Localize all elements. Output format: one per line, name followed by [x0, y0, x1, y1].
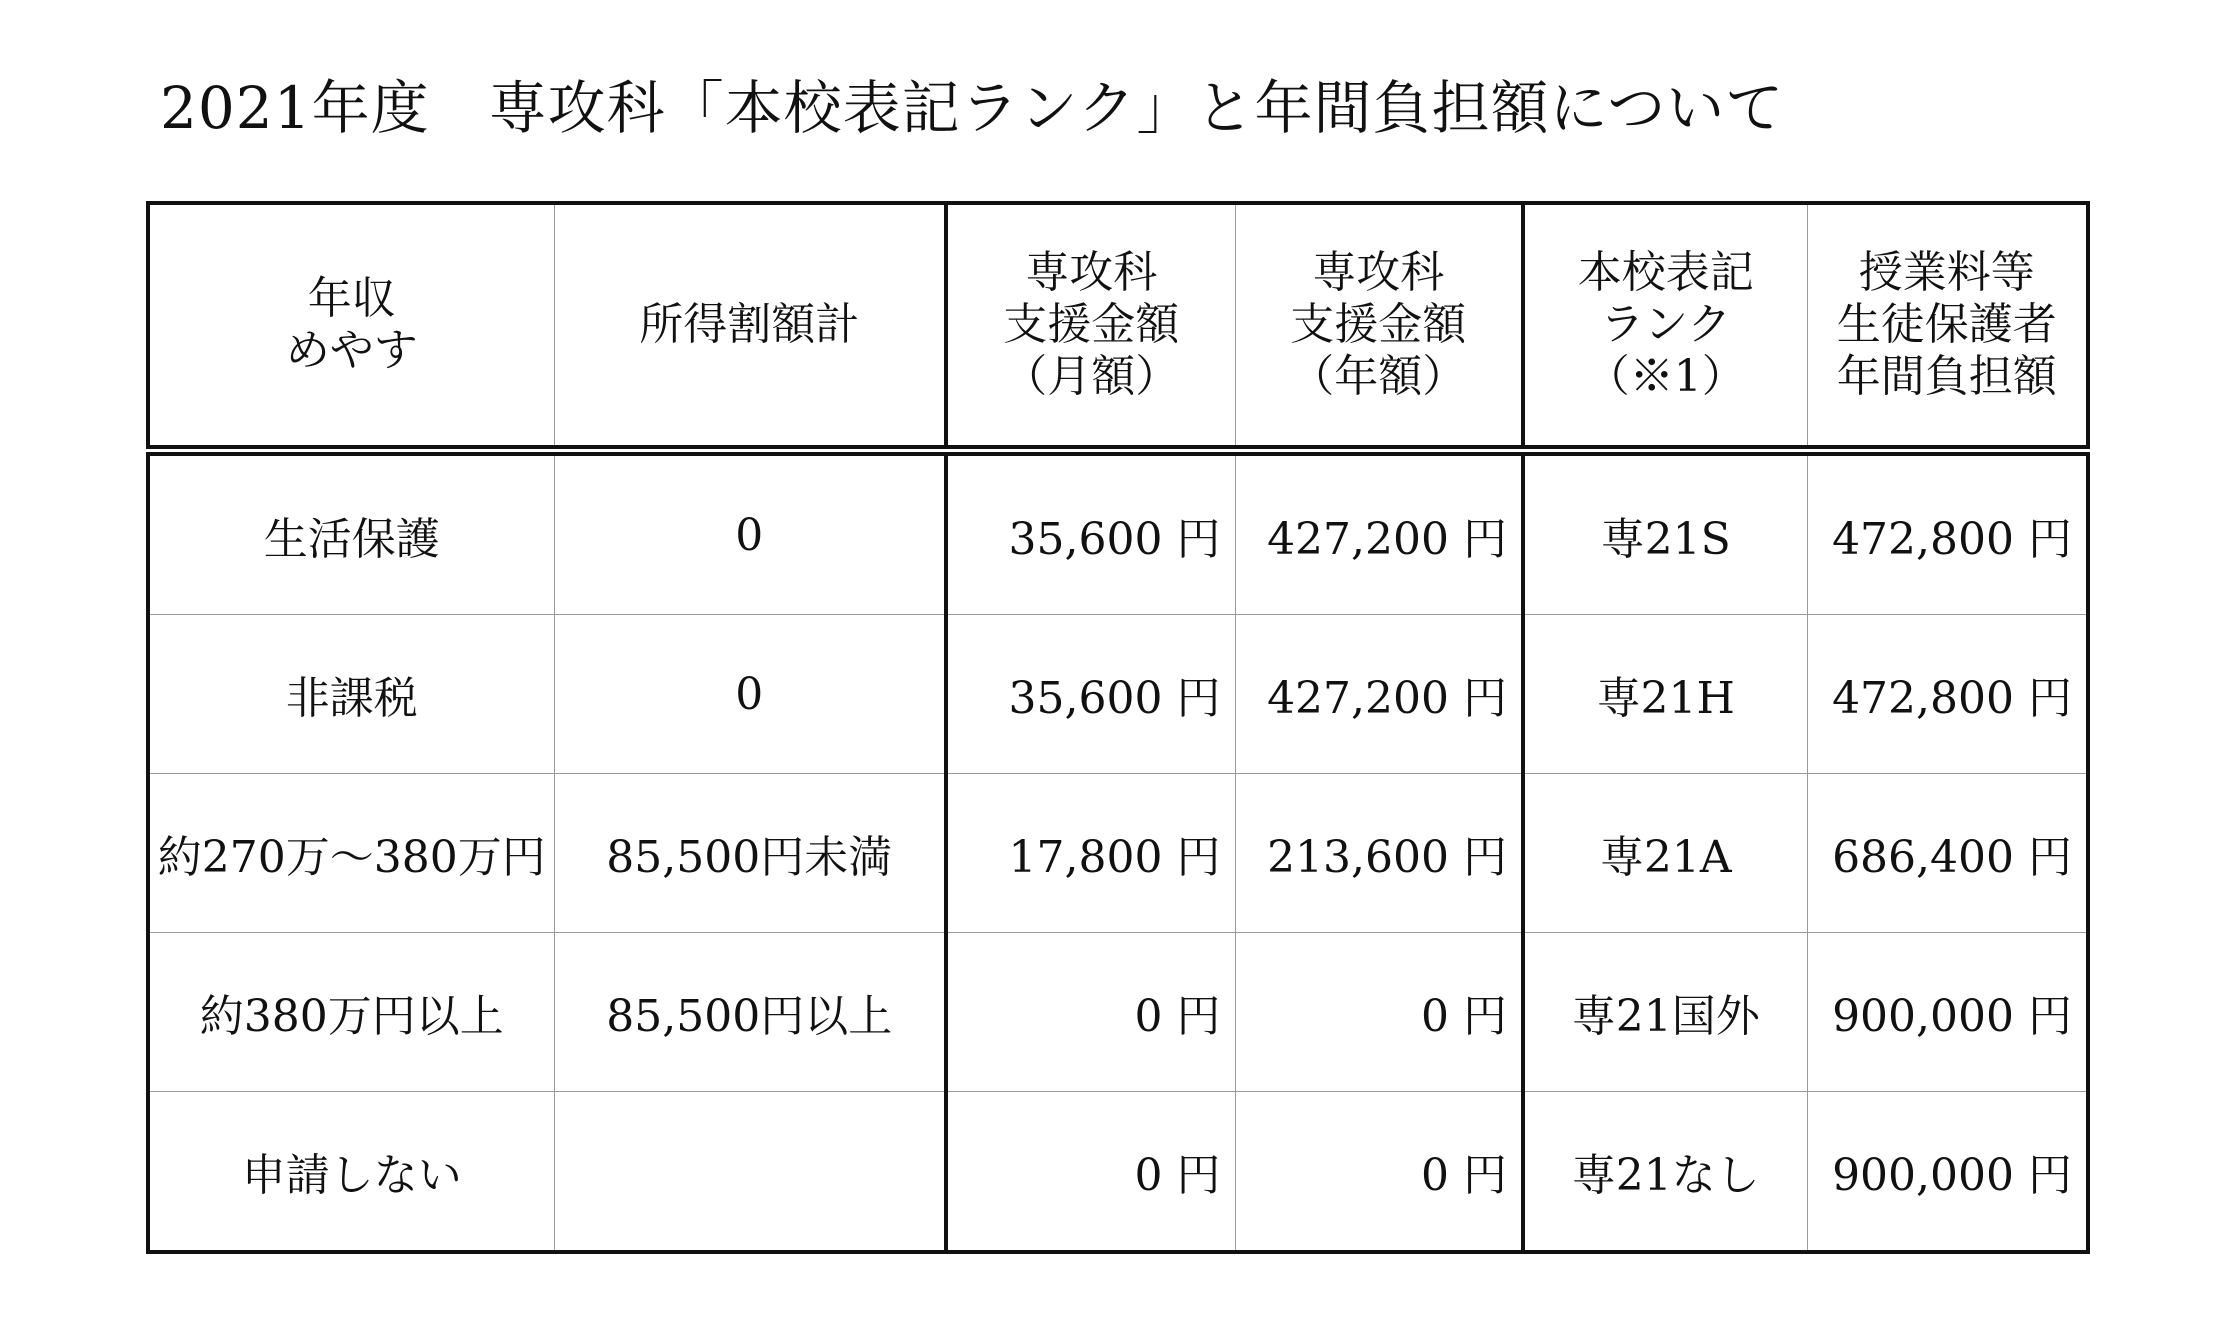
- cell-support-monthly: 0 円: [946, 933, 1235, 1092]
- header-income-tax: [554, 203, 946, 451]
- cell-annual-burden: 472,800 円: [1807, 451, 2088, 615]
- header-support-yearly-line: 支援金額: [1290, 299, 1467, 350]
- header-support-monthly-line: 支援金額: [1003, 299, 1180, 350]
- table-row: [148, 933, 2088, 1092]
- cell-income: 約380万円以上: [148, 933, 554, 1092]
- header-support-yearly-line: 専攻科: [1312, 247, 1445, 298]
- header-rank-line: （※1）: [1585, 351, 1746, 402]
- cell-income-tax: 85,500円以上: [554, 933, 946, 1092]
- cell-support-yearly: 427,200 円: [1235, 451, 1523, 615]
- table-row: [148, 1092, 2088, 1253]
- cell-annual-burden: 900,000 円: [1807, 933, 2088, 1092]
- header-rank: [1523, 203, 1807, 451]
- cell-rank: 専21国外: [1523, 933, 1807, 1092]
- table-row: [148, 774, 2088, 933]
- table-row: [148, 451, 2088, 615]
- cell-support-monthly: 17,800 円: [946, 774, 1235, 933]
- cell-support-monthly: 35,600 円: [946, 615, 1235, 774]
- cell-income: 約270万～380万円: [148, 774, 554, 933]
- header-support-monthly-line: 専攻科: [1025, 247, 1158, 298]
- header-annual-burden-line: 生徒保護者: [1836, 299, 2057, 350]
- cell-income-tax: [554, 1092, 946, 1253]
- header-support-yearly-line: （年額）: [1290, 351, 1467, 402]
- header-rank-line: ランク: [1600, 299, 1732, 350]
- cell-annual-burden: 686,400 円: [1807, 774, 2088, 933]
- cell-support-monthly: 0 円: [946, 1092, 1235, 1253]
- table-row: [148, 615, 2088, 774]
- cell-annual-burden: 900,000 円: [1807, 1092, 2088, 1253]
- cell-income: 申請しない: [148, 1092, 554, 1253]
- header-income-line: めやす: [285, 325, 418, 376]
- header-support-monthly: [946, 203, 1235, 451]
- header-rank-line: 本校表記: [1577, 247, 1754, 298]
- cell-rank: 専21A: [1523, 774, 1807, 933]
- cell-income: 生活保護: [148, 451, 554, 615]
- cell-annual-burden: 472,800 円: [1807, 615, 2088, 774]
- header-income-tax-line: 所得割額計: [639, 299, 860, 350]
- cell-rank: 専21H: [1523, 615, 1807, 774]
- header-support-yearly: [1235, 203, 1523, 451]
- cell-support-yearly: 213,600 円: [1235, 774, 1523, 933]
- cell-support-yearly: 0 円: [1235, 933, 1523, 1092]
- header-income: [148, 203, 554, 451]
- fee-table: [146, 201, 2090, 1254]
- cell-income-tax: 0: [554, 451, 946, 615]
- header-row: [148, 203, 2088, 451]
- header-annual-burden: [1807, 203, 2088, 451]
- header-annual-burden-line: 年間負担額: [1836, 351, 2057, 402]
- header-annual-burden-line: 授業料等: [1858, 247, 2035, 298]
- header-support-monthly-line: （月額）: [1003, 351, 1180, 402]
- cell-rank: 専21S: [1523, 451, 1807, 615]
- cell-income-tax: 85,500円未満: [554, 774, 946, 933]
- cell-rank: 専21なし: [1523, 1092, 1807, 1253]
- page-title: 2021年度 専攻科「本校表記ランク」と年間負担額について: [160, 74, 1785, 142]
- cell-income-tax: 0: [554, 615, 946, 774]
- cell-support-monthly: 35,600 円: [946, 451, 1235, 615]
- cell-income: 非課税: [148, 615, 554, 774]
- cell-support-yearly: 0 円: [1235, 1092, 1523, 1253]
- header-income-line: 年収: [307, 273, 396, 324]
- cell-support-yearly: 427,200 円: [1235, 615, 1523, 774]
